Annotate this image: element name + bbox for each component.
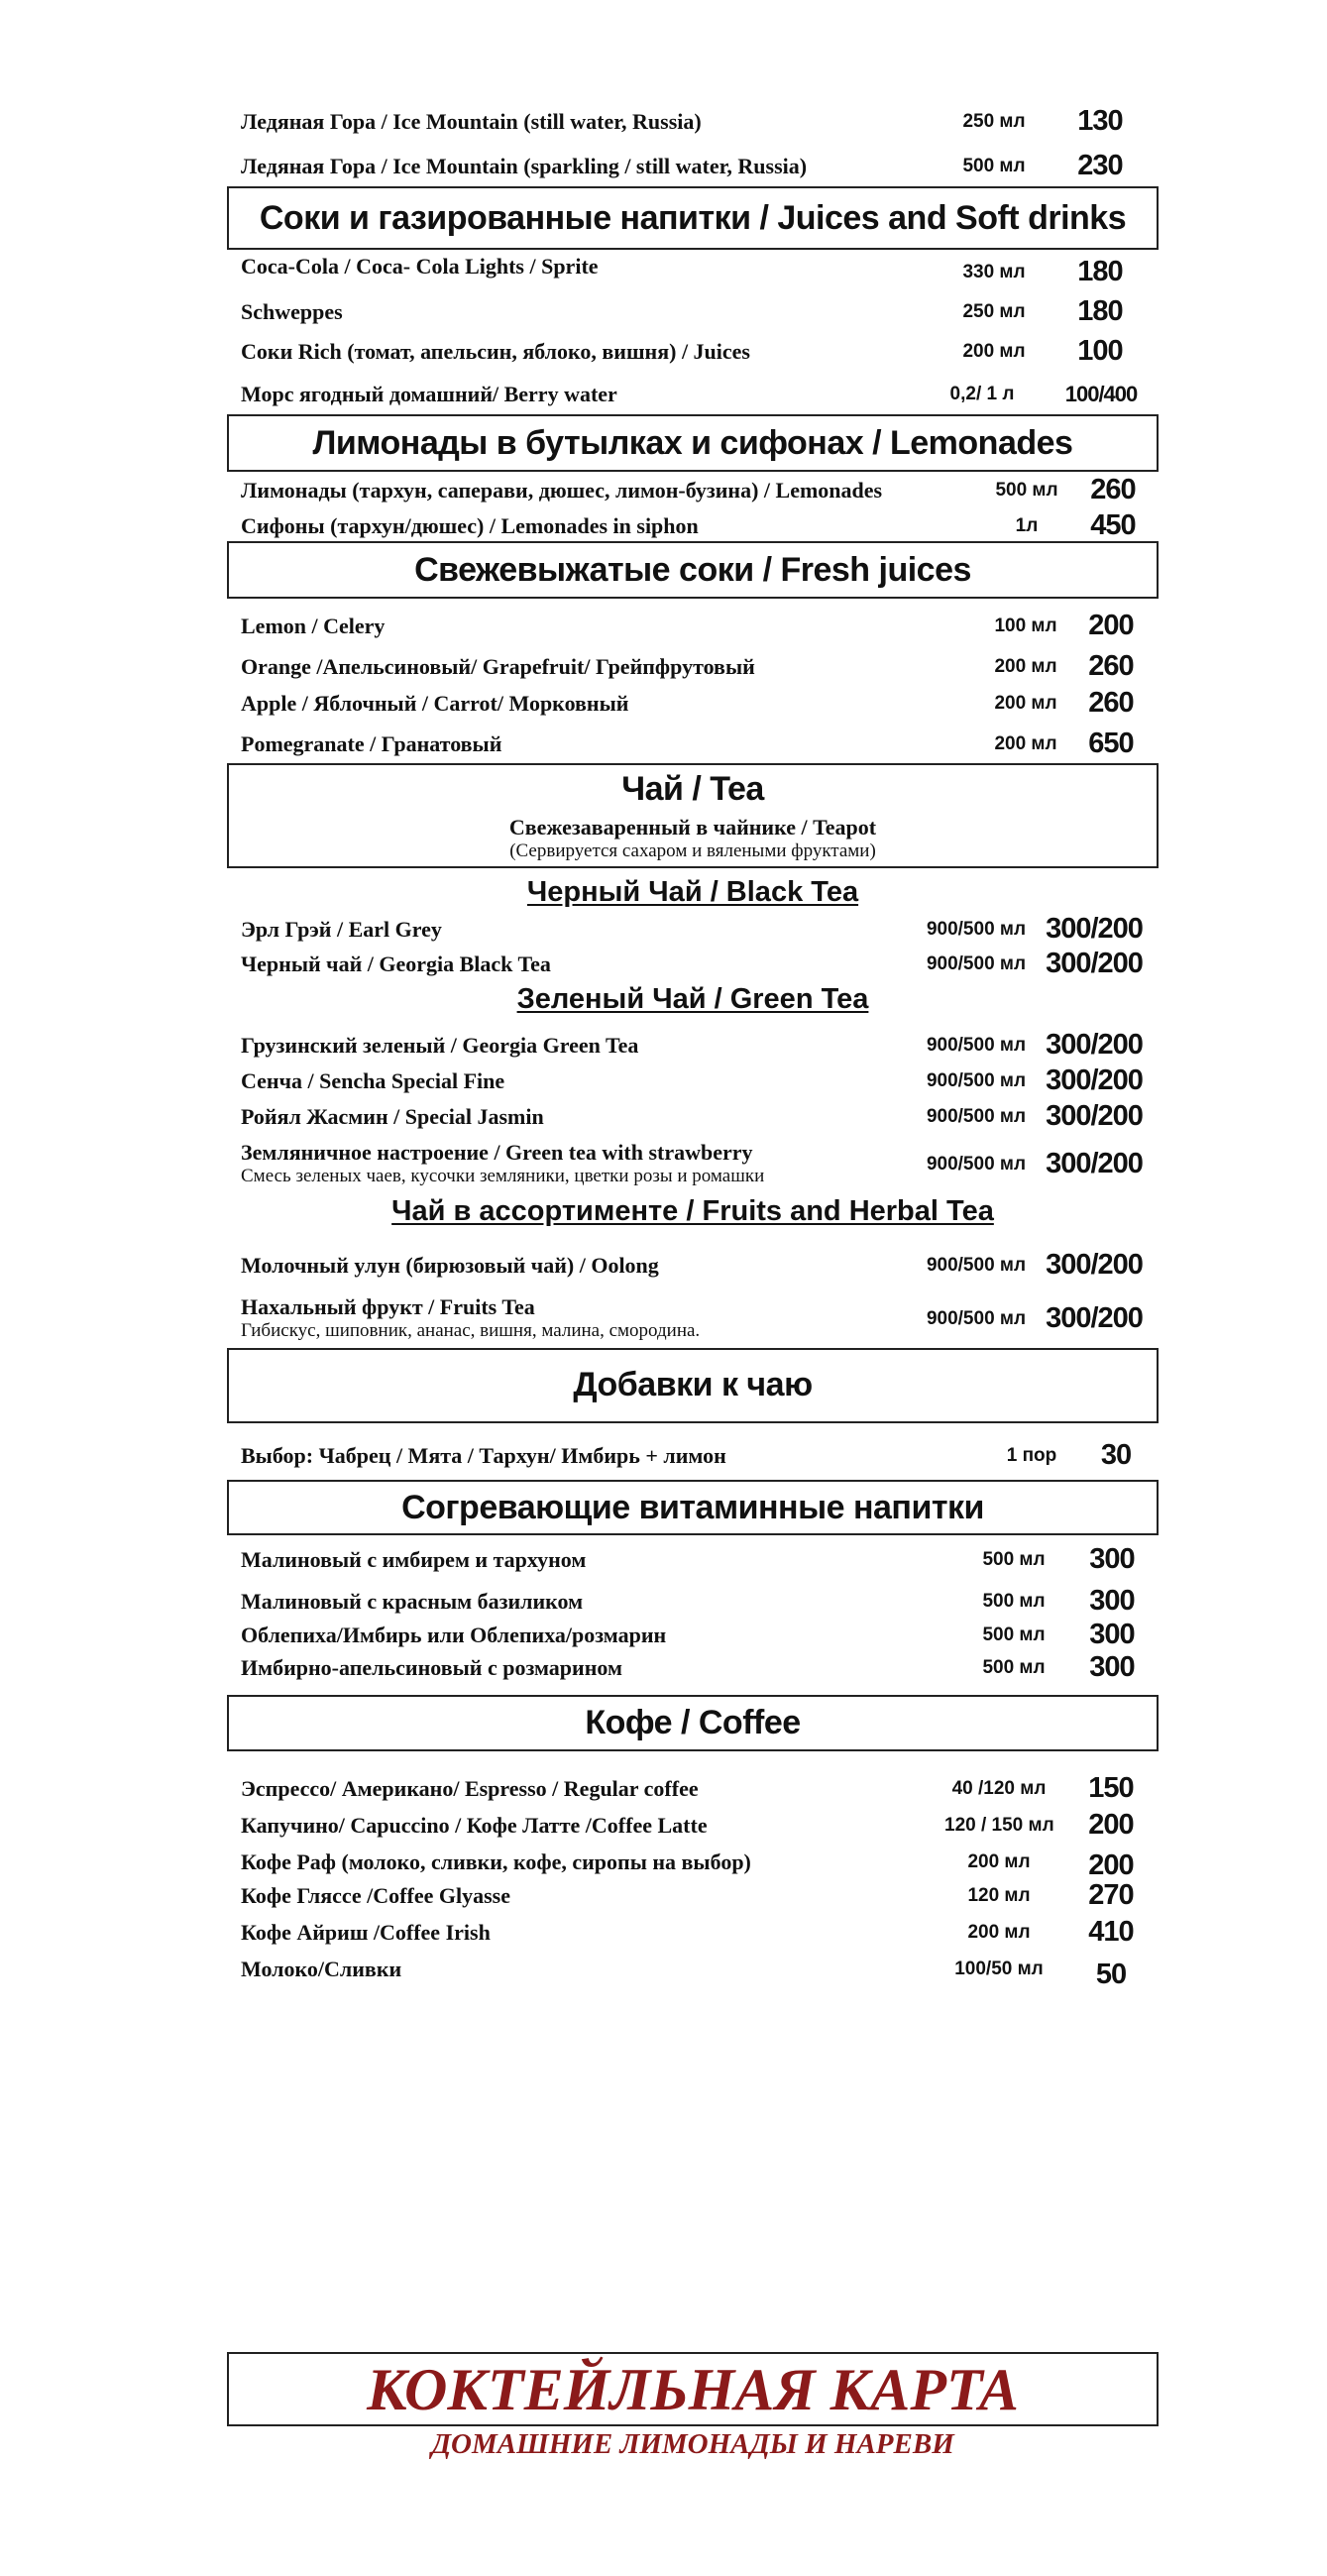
item-volume: 330 мл [962,262,1026,282]
menu-item [241,1916,1148,1958]
item-name: Ледяная Гора / Ice Mountain (sparkling / still water, Russia) [241,154,808,178]
menu-item [241,474,1148,515]
tea-serving-note: Свежезаваренный в чайнике / Teapot [508,815,877,840]
item-name: Облепиха/Имбирь или Облепиха/розмарин [241,1623,667,1647]
item-volume: 900/500 мл [926,1154,1027,1175]
menu-item [241,295,1148,337]
item-volume: 500 мл [962,156,1026,176]
section-title: Соки и газированные напитки / Juices and Soft drinks [259,199,1127,237]
item-price: 300 [1089,1619,1135,1650]
menu-item [241,335,1148,377]
item-name: Ледяная Гора / Ice Mountain (still water, Russia) [241,109,702,134]
item-name: Молоко/Сливки [241,1957,402,1981]
section-title: Кофе / Coffee [585,1704,801,1741]
item-volume: 200 мл [994,693,1057,714]
item-price: 150 [1088,1772,1134,1804]
item-name: Нахальный фрукт / Fruits Tea [241,1294,535,1319]
item-name: Грузинский зеленый / Georgia Green Tea [241,1033,639,1058]
item-price: 180 [1077,295,1123,327]
item-price: 300/200 [1046,913,1143,945]
item-name: Эрл Грэй / Earl Grey [241,917,442,942]
item-volume: 200 мл [994,733,1057,754]
item-volume: 40 /120 мл [951,1778,1047,1799]
section-header-additives [227,1348,1159,1423]
item-price: 300 [1089,1651,1135,1683]
item-volume: 100/50 мл [954,1959,1044,1979]
item-volume: 500 мл [982,1657,1046,1678]
subsection-title-green-tea: Зеленый Чай / Green Tea [516,983,869,1015]
item-price: 260 [1088,650,1134,682]
item-volume: 1 пор [1006,1445,1057,1466]
item-price: 50 [1095,1959,1127,1990]
item-price: 200 [1088,610,1134,641]
item-name: Lemon / Celery [241,614,386,638]
item-name: Кофе Раф (молоко, сливки, кофе, сиропы на выбор) [241,1849,751,1874]
item-description: Гибискус, шиповник, ананас, вишня, малина, смородина. [241,1320,701,1341]
item-name: Морс ягодный домашний/ Berry water [241,382,617,406]
menu-item [241,1543,1148,1585]
menu-item [241,1585,1148,1626]
item-name: Имбирно-апельсиновый с розмарином [241,1655,622,1680]
item-volume: 0,2/ 1 л [949,384,1015,404]
item-price: 410 [1088,1916,1134,1948]
item-name: Schweppes [241,299,343,324]
item-price: 260 [1090,474,1136,505]
menu-item [241,650,1148,692]
menu-item [241,1294,1148,1346]
menu-item [241,1064,1148,1106]
menu-item [241,1772,1148,1814]
item-price: 300/200 [1046,1029,1143,1061]
item-name: Pomegranate / Гранатовый [241,731,502,756]
cocktail-menu-subtitle: ДОМАШНИЕ ЛИМОНАДЫ И НАРЕВИ [431,2428,954,2460]
item-volume: 500 мл [982,1549,1046,1570]
item-name: Лимонады (тархун, саперави, дюшес, лимон-бузина) / Lemonades [241,478,883,503]
item-volume: 900/500 мл [926,1070,1027,1091]
menu-item [241,105,1148,147]
menu-item [241,254,1148,291]
subsection-title-black-tea: Черный Чай / Black Tea [526,876,859,908]
menu-item [241,913,1148,954]
section-title: Чай / Tea [621,770,764,808]
item-price: 650 [1088,728,1134,759]
item-name: Соки Rich (томат, апельсин, яблоко, вишня) / Juices [241,339,750,364]
item-volume: 250 мл [962,301,1026,322]
item-name: Сенча / Sencha Special Fine [241,1068,505,1093]
item-volume: 200 мл [962,341,1026,362]
item-name: Черный чай / Georgia Black Tea [241,952,551,976]
menu-item [241,1140,1148,1191]
item-name: Coca-Cola / Coca- Cola Lights / Sprite [241,254,599,279]
cocktail-menu-banner [227,2352,1159,2426]
item-name: Эспрессо/ Американо/ Espresso / Regular coffee [241,1776,699,1801]
menu-item [241,1957,1148,1994]
item-name: Кофе Гляссе /Coffee Glyasse [241,1883,510,1908]
item-volume: 1л [1015,515,1039,536]
item-volume: 250 мл [962,111,1026,132]
section-title: Лимонады в бутылках и сифонах / Lemonades [312,424,1073,462]
section-title: Согревающие витаминные напитки [401,1489,984,1526]
item-price: 100 [1077,335,1123,367]
item-volume: 900/500 мл [926,953,1027,974]
section-header-tea [227,763,1159,868]
item-price: 300 [1089,1543,1135,1575]
item-volume: 900/500 мл [926,1255,1027,1276]
section-header-lemonades [227,414,1159,472]
menu-item [241,1879,1148,1921]
menu-item [241,1249,1148,1290]
cocktail-menu-title: КОКТЕЙЛЬНАЯ КАРТА [367,2357,1019,2422]
item-volume: 900/500 мл [926,1035,1027,1056]
section-title: Добавки к чаю [573,1366,813,1403]
item-name: Кофе Айриш /Coffee Irish [241,1920,491,1945]
item-price: 450 [1090,509,1136,541]
item-price: 200 [1088,1849,1134,1881]
item-price: 100/400 [1064,382,1138,406]
item-price: 300/200 [1046,1064,1143,1096]
section-header-coffee [227,1695,1159,1751]
item-price: 180 [1077,256,1123,287]
item-volume: 200 мл [967,1922,1031,1943]
section-title: Свежевыжатые соки / Fresh juices [414,551,971,589]
item-price: 300 [1089,1585,1135,1617]
menu-item [241,1809,1148,1850]
item-volume: 100 мл [994,616,1057,636]
tea-serving-detail: (Сервируется сахаром и вялеными фруктами) [509,840,876,861]
item-volume: 500 мл [995,480,1058,501]
menu-item [241,1439,1148,1481]
subsection-title-herbal-tea: Чай в ассортименте / Fruits and Herbal Tea [391,1195,994,1227]
item-description: Смесь зеленых чаев, кусочки земляники, цветки розы и ромашки [241,1166,765,1186]
item-volume: 900/500 мл [926,919,1027,940]
menu-item [241,1651,1148,1693]
item-name: Сифоны (тархун/дюшес) / Lemonades in siphon [241,513,699,538]
item-volume: 200 мл [967,1851,1031,1872]
item-price: 200 [1088,1809,1134,1841]
item-name: Земляничное настроение / Green tea with strawberry [241,1140,753,1165]
menu-item [241,1100,1148,1142]
item-volume: 900/500 мл [926,1308,1027,1329]
item-volume: 500 мл [982,1591,1046,1612]
section-header-juices [227,186,1159,250]
item-price: 130 [1077,105,1123,137]
item-name: Ройял Жасмин / Special Jasmin [241,1104,544,1129]
item-price: 230 [1077,150,1123,181]
item-price: 260 [1088,687,1134,719]
item-name: Малиновый с красным базиликом [241,1589,584,1614]
item-volume: 900/500 мл [926,1106,1027,1127]
item-name: Выбор: Чабрец / Мята / Тархун/ Имбирь + лимон [241,1443,726,1468]
item-volume: 500 мл [982,1624,1046,1645]
item-price: 300/200 [1046,948,1143,979]
item-name: Малиновый с имбирем и тархуном [241,1547,587,1572]
menu-item [241,687,1148,728]
item-price: 300/200 [1046,1249,1143,1281]
menu-item [241,1029,1148,1070]
item-volume: 200 мл [994,656,1057,677]
section-header-fresh [227,541,1159,599]
item-name: Капучино/ Capuccino / Кофе Латте /Coffee Latte [241,1813,708,1838]
item-price: 270 [1088,1879,1134,1911]
item-price: 30 [1100,1439,1132,1471]
section-header-warming [227,1480,1159,1535]
item-volume: 120 мл [967,1885,1031,1906]
menu-item [241,1849,1148,1887]
item-price: 300/200 [1046,1148,1143,1179]
item-volume: 120 / 150 мл [944,1815,1054,1836]
item-price: 300/200 [1046,1100,1143,1132]
menu-item [241,610,1148,651]
item-name: Apple / Яблочный / Carrot/ Морковный [241,691,629,716]
item-price: 300/200 [1046,1302,1143,1334]
item-name: Молочный улун (бирюзовый чай) / Oolong [241,1253,659,1278]
item-name: Orange /Апельсиновый/ Grapefruit/ Грейпфрутовый [241,654,755,679]
